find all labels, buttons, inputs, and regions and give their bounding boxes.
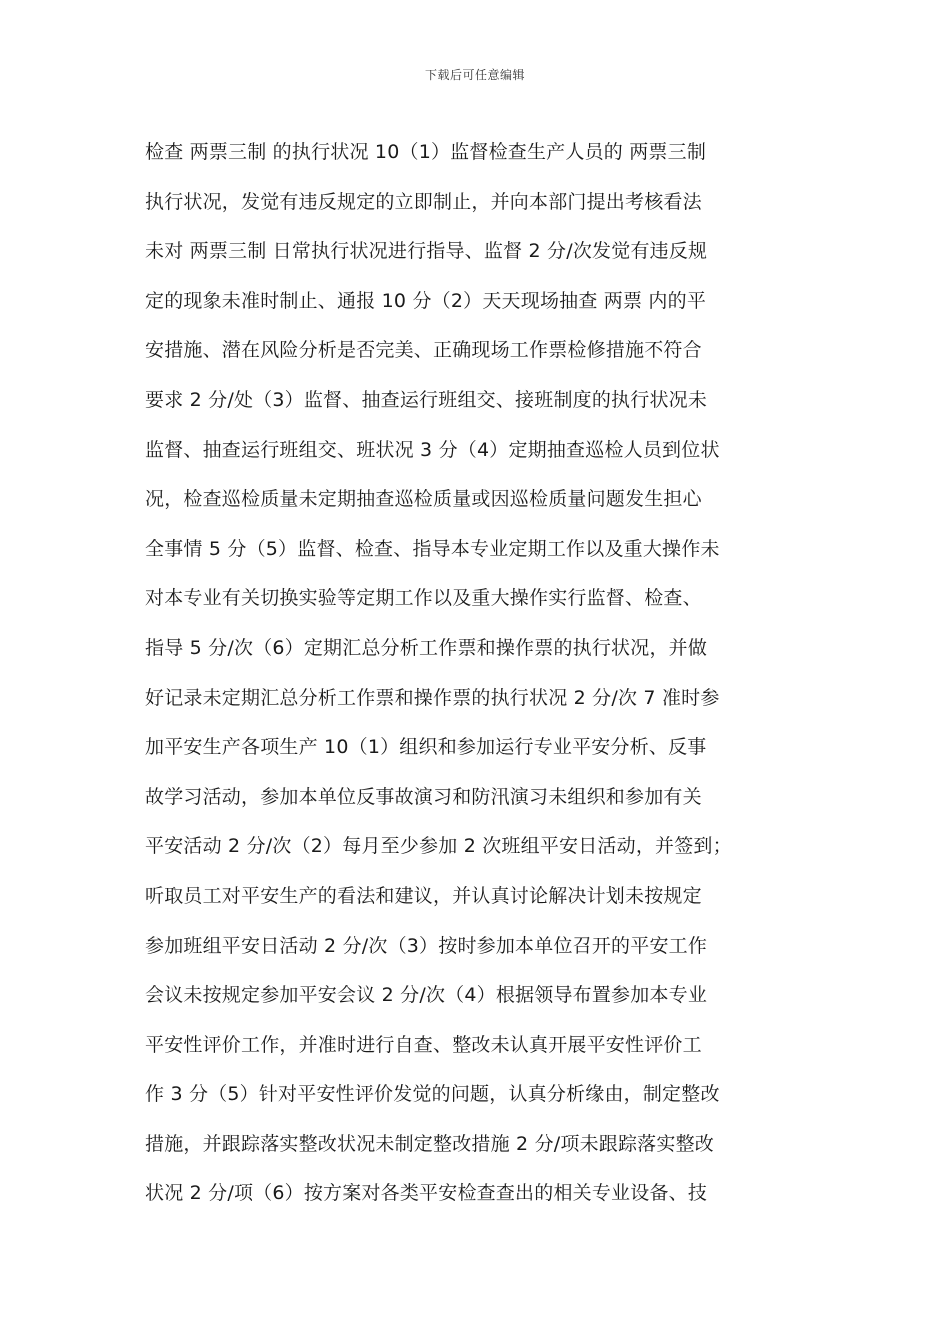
text-line-4: 定的现象未准时制止、通报 10 分（2）天天现场抽查 两票 内的平 bbox=[145, 289, 707, 312]
text-line-11: 指导 5 分/次（6）定期汇总分析工作票和操作票的执行状况，并做 bbox=[145, 636, 708, 659]
text-line-14: 故学习活动，参加本单位反事故演习和防汛演习未组织和参加有关 bbox=[145, 785, 702, 808]
text-line-8: 况，检查巡检质量未定期抽查巡检质量或因巡检质量问题发生担心 bbox=[145, 488, 702, 511]
text-line-3: 未对 两票三制 日常执行状况进行指导、监督 2 分/次发觉有违反规 bbox=[145, 240, 708, 263]
text-line-9: 全事情 5 分（5）监督、检查、指导本专业定期工作以及重大操作未 bbox=[145, 537, 720, 560]
text-line-21: 措施，并跟踪落实整改状况未制定整改措施 2 分/项未跟踪落实整改 bbox=[145, 1132, 714, 1155]
text-line-7: 监督、抽查运行班组交、班状况 3 分（4）定期抽查巡检人员到位状 bbox=[145, 438, 720, 461]
text-line-10: 对本专业有关切换实验等定期工作以及重大操作实行监督、检查、 bbox=[145, 587, 702, 610]
text-line-22: 状况 2 分/项（6）按方案对各类平安检查查出的相关专业设备、技 bbox=[145, 1182, 708, 1205]
body-text bbox=[145, 128, 815, 1219]
text-line-17: 参加班组平安日活动 2 分/次（3）按时参加本单位召开的平安工作 bbox=[145, 934, 708, 957]
text-line-19: 平安性评价工作，并准时进行自查、整改未认真开展平安性评价工 bbox=[145, 1033, 702, 1056]
text-line-15: 平安活动 2 分/次（2）每月至少参加 2 次班组平安日活动，并签到； bbox=[145, 835, 732, 858]
text-line-13: 加平安生产各项生产 10（1）组织和参加运行专业平安分析、反事 bbox=[145, 736, 707, 759]
text-line-5: 安措施、潜在风险分析是否完美、正确现场工作票检修措施不符合 bbox=[145, 339, 702, 362]
text-line-12: 好记录未定期汇总分析工作票和操作票的执行状况 2 分/次 7 准时参 bbox=[145, 686, 720, 709]
text-line-20: 作 3 分（5）针对平安性评价发觉的问题，认真分析缘由，制定整改 bbox=[145, 1083, 720, 1106]
page-header: 下载后可任意编辑 bbox=[424, 68, 525, 82]
text-line-6: 要求 2 分/处（3）监督、抽查运行班组交、接班制度的执行状况未 bbox=[145, 388, 708, 411]
text-line-1: 检查 两票三制 的执行状况 10（1）监督检查生产人员的 两票三制 bbox=[145, 141, 707, 163]
text-line-2: 执行状况，发觉有违反规定的立即制止，并向本部门提出考核看法 bbox=[145, 190, 702, 213]
text-line-18: 会议未按规定参加平安会议 2 分/次（4）根据领导布置参加本专业 bbox=[145, 984, 708, 1007]
text-line-16: 听取员工对平安生产的看法和建议，并认真讨论解决计划未按规定 bbox=[145, 884, 702, 907]
